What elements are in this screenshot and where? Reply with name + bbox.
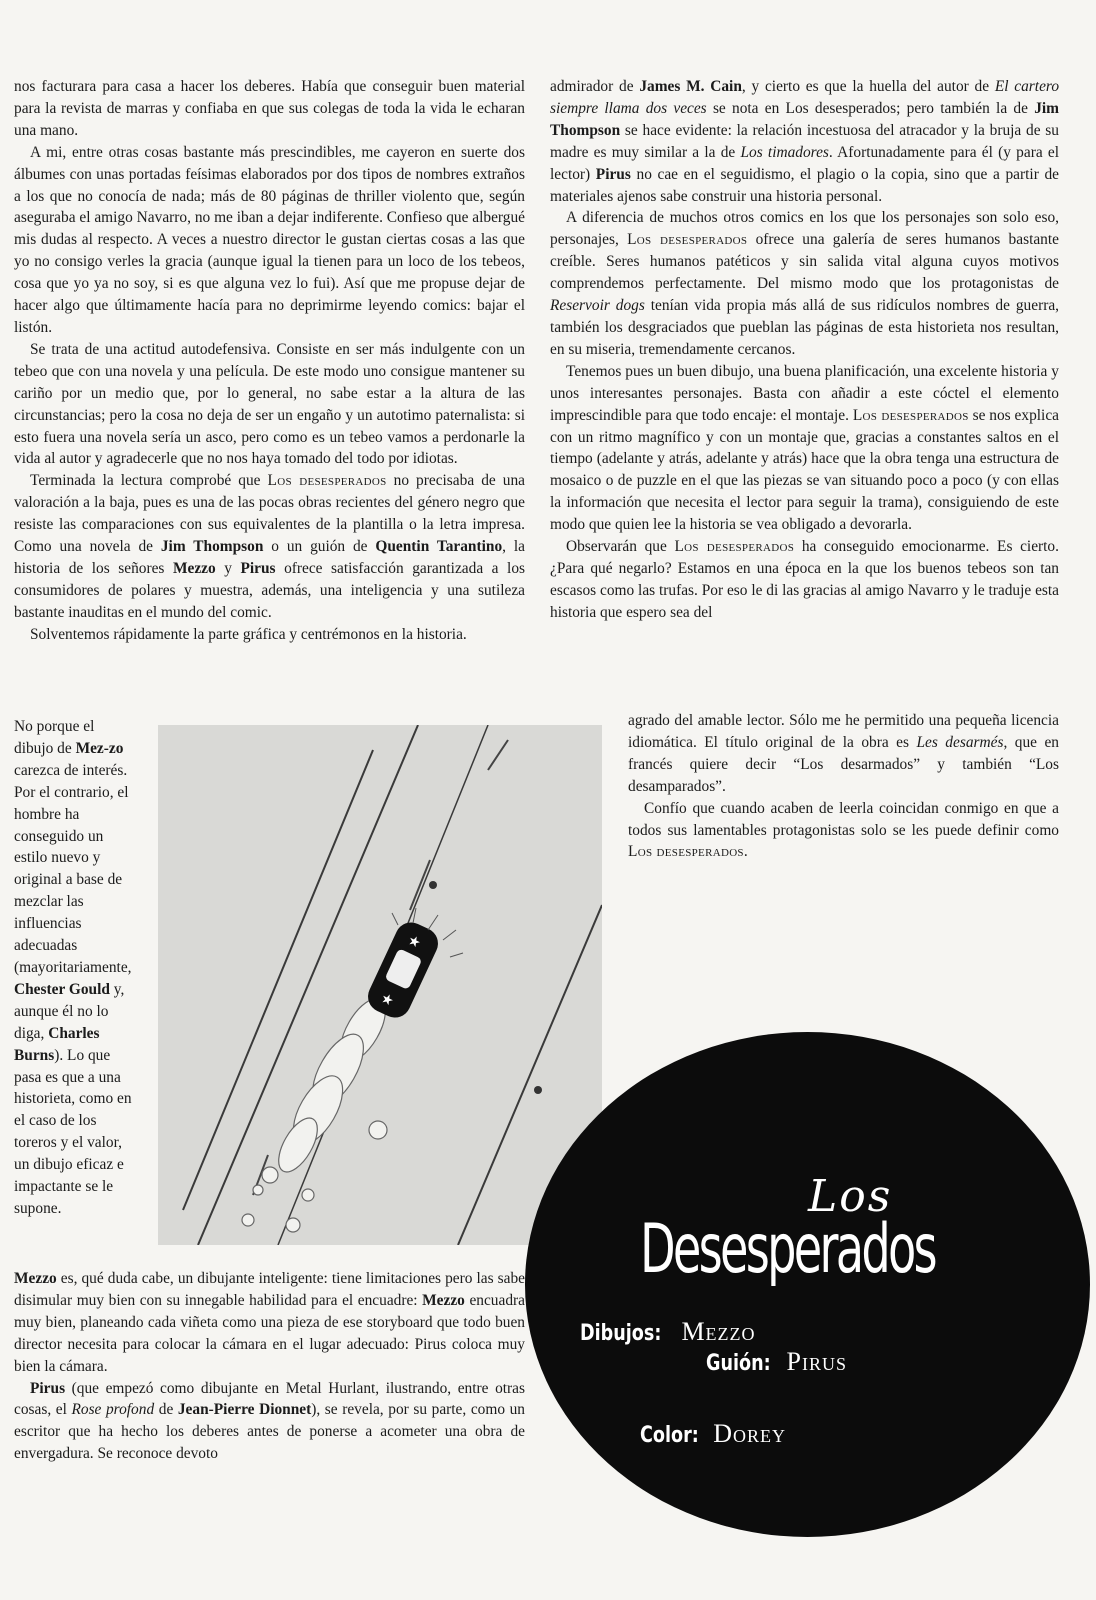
credit-color <box>640 1420 786 1450</box>
left-top-paragraph: A mi, entre otras cosas bastante más prescindibles, me cayeron en suerte dos álbumes con unas portadas feísimas elaborados por dos tipos de nombres extraños a los que no conocía de nada; más de 80 páginas de thriller violento que, según aseguraba el amigo Navarro, no me iban a dejar indiferente. Confieso que albergué mis dudas al respecto. A veces a nuestro director le gustan ciertas cosas a las que yo no consigo verles la gracia (aunque igual la tienen para un loco de los tebeos, cosa que yo ya no soy, si es que alguna vez lo fui). Así que me propuse dejar de hacer algo que últimamente hacía para no deprimirme leyendo comics: bajar el listón. <box>14 143 525 336</box>
title-desesperados: Desesperados <box>640 1210 935 1289</box>
title-script-los: Los <box>808 1171 893 1222</box>
right-top-paragraph: A diferencia de muchos otros comics en los que los personajes son solo eso, personajes, Los desesperados ofrece una galería de seres humanos bastante creíble. Seres humanos patéticos y sin salida vital alguna cuyos motivos comprendemos perfectamente. Del mismo modo que los protagonistas de Reservoir dogs tenían vida propia más allá de sus ridículos nombres de guerra, también los desgraciados que pueblan las páginas de esta historieta nos resultan, en su miseria, tremendamente cercanos. <box>550 209 1059 358</box>
right-bottom-paragraph: Confío que cuando acaben de leerla coincidan conmigo en que a todos sus lamentables protagonistas solo se les puede definir como Los desesperados. <box>628 799 1059 861</box>
credit-color-label: Color: <box>640 1423 699 1448</box>
credit-script <box>706 1348 847 1378</box>
credit-drawing-label: Dibujos: <box>580 1321 662 1346</box>
left-top-paragraph: nos facturara para casa a hacer los deberes. Había que conseguir buen material para la revista de marras y confiaba en que sus colegas de toda la vida le echaran una mano. <box>14 78 525 139</box>
right-top-paragraph: Observarán que Los desesperados ha conseguido emocionarme. Es cierto. ¿Para qué negarlo? Estamos en una época en la que los buenos tebeos son tan escasos como las trufas. Por eso le di las gracias al amigo Navarro y le traduje esta historia que espero sea del <box>550 538 1060 621</box>
right-top-paragraph: Tenemos pues un buen dibujo, una buena planificación, una excelente historia y unos interesantes personajes. Basta con añadir a este cóctel el elemento imprescindible para que todo encaje: el montaje. Los desesperados se nos explica con un ritmo magnífico y con un montaje que, gracias a constantes saltos en el tiempo (adelante y atrás, adelante y atrás) hace que la obra tenga una estructura de mosaico o de puzzle en el que las piezas se van situando poco a poco (y con ellas la información que necesita el lector para seguir la trama), consiguiendo de este modo que quien lee la historia se vea obligado a devorarla. <box>550 362 1059 534</box>
article-column-narrow-wrap: No porque el dibujo de Mez-zo carezca de interés. Por el contrario, el hombre ha conseguido un estilo nuevo y original a base de mezclar las influencias adecuadas (mayoritariamente, Chester Gould y, aunque él no lo diga, Charles Burns). Lo que pasa es que a una historieta, como en el caso de los toreros y el valor, un dibujo eficaz e impactante se le supone. <box>14 718 132 1217</box>
svg-text:★: ★ <box>377 990 397 1010</box>
right-bottom-paragraph: agrado del amable lector. Sólo me he permitido una pequeña licencia idiomática. El título original de la obra es Les desarmés, que en francés quiere decir “Los desarmados” y también “Los desamparados”. <box>628 712 1059 795</box>
right-top-paragraph: admirador de James M. Cain, y cierto es que la huella del autor de El cartero siempre llama dos veces se nota en Los desesperados; pero también la de Jim Thompson se hace evidente: la relación incestuosa del atracador y la bruja de su madre es muy similar a la de Los timadores. Afortunadamente para él (y para el lector) Pirus no cae en el seguidismo, el plagio o la copia, sino que a partir de materiales ajenos sabe construir una historia personal. <box>550 78 1060 205</box>
article-column-right-bottom <box>628 710 1059 863</box>
article-column-right-top <box>550 76 1059 624</box>
comic-panel-illustration <box>158 725 602 1245</box>
left-bottom-paragraph: Pirus (que empezó como dibujante en Metal Hurlant, ilustrando, entre otras cosas, el Rose profond de Jean-Pierre Dionnet), se revela, por su parte, como un escritor que ha hecho los deberes antes de ponerse a acometer una obra de envergadura. Se reconoce devoto <box>14 1379 525 1463</box>
credit-script-name: Pirus <box>786 1347 847 1376</box>
article-column-left-top <box>14 76 525 646</box>
credit-drawing-name: Mezzo <box>681 1317 756 1346</box>
car-on-road-drawing <box>158 725 602 1245</box>
credit-script-label: Guión: <box>706 1351 771 1376</box>
left-top-paragraph: Se trata de una actitud autodefensiva. Consiste en ser más indulgente con un tebeo que con una novela y una película. De este modo uno consigue mantener su cariño por un medio que, por lo general, no sabe estar a la altura de las circunstancias; pero la cosa no deja de ser un engaño y un autotimo paternalista: si esto fuera una novela sería un asco, pero como es un tebeo vamos a perdonarle la vida al autor y agradecerle que no nos haya tomado del todo por idiotas. <box>14 340 525 468</box>
svg-text:★: ★ <box>405 932 424 952</box>
credit-drawing <box>580 1318 756 1348</box>
article-column-left-bottom <box>14 1268 525 1465</box>
credit-color-name: Dorey <box>713 1419 787 1448</box>
left-top-paragraph: Terminada la lectura comprobé que Los desesperados no precisaba de una valoración a la baja, pues es una de las pocas obras recientes del género negro que resiste las comparaciones con sus equivalentes de la plantilla o la letra impresa. Como una novela de Jim Thompson o un guión de Quentin Tarantino, la historia de los señores Mezzo y Pirus ofrece satisfacción garantizada a los consumidores de polares y muestra, además, una inteligencia y una sutileza bastante inauditas en el mundo del comic. <box>14 472 526 621</box>
left-top-paragraph: Solventemos rápidamente la parte gráfica y centrémonos en la historia. <box>30 625 467 643</box>
left-bottom-paragraph: Mezzo es, qué duda cabe, un dibujante inteligente: tiene limitaciones pero las sabe disimular muy bien con su innegable habilidad para el encuadre: Mezzo encuadra muy bien, planeando cada viñeta como una pieza de ese storyboard que todo buen director necesita para colocar la cámara en el lugar adecuado: Pirus coloca muy bien la cámara. <box>14 1270 525 1375</box>
